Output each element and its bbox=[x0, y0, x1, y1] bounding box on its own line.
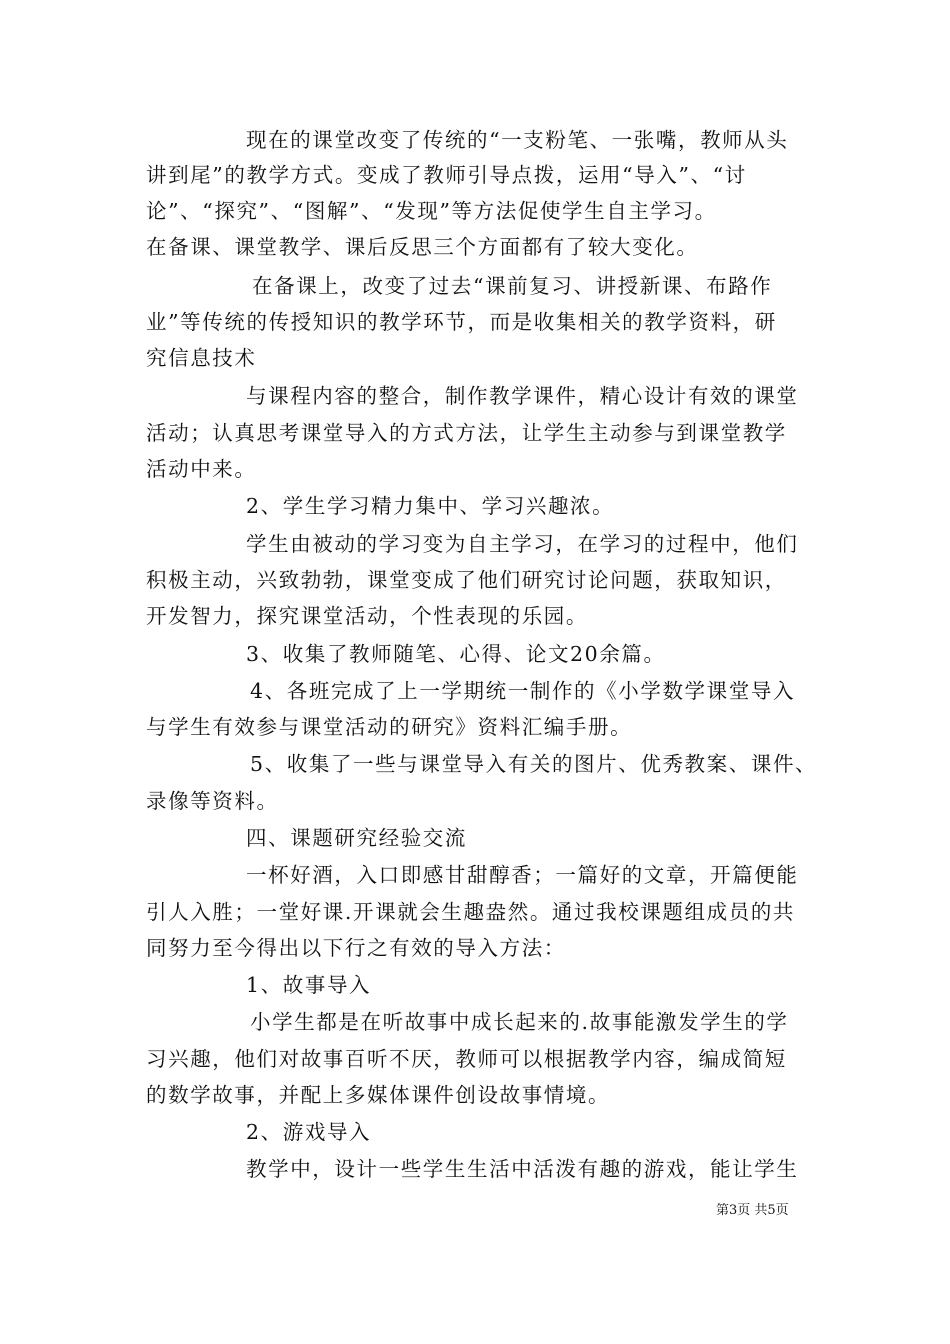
page-number: 第3页 共5页 bbox=[716, 1203, 789, 1218]
text-line: 业”等传统的传授知识的教学环节，而是收集相关的教学资料，研 bbox=[146, 310, 777, 334]
text-line: 活动中来。 bbox=[146, 457, 257, 481]
text-line: 与课程内容的整合，制作教学课件，精心设计有效的课堂 bbox=[246, 384, 799, 408]
text-line: 究信息技术 bbox=[146, 346, 257, 370]
text-line: 一杯好酒，入口即感甘甜醇香；一篇好的文章，开篇便能 bbox=[246, 863, 799, 887]
text-line: 讲到尾”的教学方式。变成了教师引导点拨，运用“导入”、“讨 bbox=[146, 163, 747, 187]
text-line: 引人入胜；一堂好课.开课就会生趣盎然。通过我校课题组成员的共 bbox=[146, 900, 796, 924]
text-line: 习兴趣，他们对故事百听不厌，教师可以根据教学内容，编成简短 bbox=[146, 1047, 787, 1071]
text-line: 论”、“探究”、“图解”、“发现”等方法促使学生自主学习。 bbox=[146, 199, 717, 223]
text-line: 在备课、课堂教学、课后反思三个方面都有了较大变化。 bbox=[146, 235, 699, 259]
section-item: 4、各班完成了上一学期统一制作的《小学数学课堂导入 bbox=[250, 679, 796, 703]
text-line: 现在的课堂改变了传统的“一支粉笔、一张嘴，教师从头 bbox=[246, 128, 789, 152]
section-item: 2、学生学习精力集中、学习兴趣浓。 bbox=[246, 494, 615, 518]
text-line: 开发智力，探究课堂活动，个性表现的乐园。 bbox=[146, 604, 588, 628]
section-item: 5、收集了一些与课堂导入有关的图片、优秀教案、课件、 bbox=[250, 752, 818, 776]
text-line: 教学中，设计一些学生生活中活泼有趣的游戏，能让学生 bbox=[246, 1157, 799, 1181]
text-line: 录像等资料。 bbox=[146, 789, 279, 813]
text-line: 学生由被动的学习变为自主学习，在学习的过程中，他们 bbox=[246, 532, 799, 556]
text-line: 与学生有效参与课堂活动的研究》资料汇编手册。 bbox=[146, 715, 633, 739]
text-line: 的数学故事，并配上多媒体课件创设故事情境。 bbox=[146, 1083, 611, 1107]
text-line: 同努力至今得出以下行之有效的导入方法： bbox=[146, 936, 566, 960]
text-line: 在备课上，改变了过去“课前复习、讲授新课、布路作 bbox=[252, 274, 773, 298]
subsection-heading: 1、故事导入 bbox=[246, 973, 372, 997]
text-line: 小学生都是在听故事中成长起来的.故事能激发学生的学 bbox=[250, 1010, 789, 1034]
section-heading: 四、课题研究经验交流 bbox=[246, 826, 467, 850]
section-item: 3、收集了教师随笔、心得、论文20余篇。 bbox=[246, 642, 666, 666]
text-line: 活动；认真思考课堂导入的方式方法，让学生主动参与到课堂教学 bbox=[146, 421, 787, 445]
subsection-heading: 2、游戏导入 bbox=[246, 1120, 372, 1144]
text-line: 积极主动，兴致勃勃，课堂变成了他们研究讨论问题，获取知识， bbox=[146, 568, 787, 592]
